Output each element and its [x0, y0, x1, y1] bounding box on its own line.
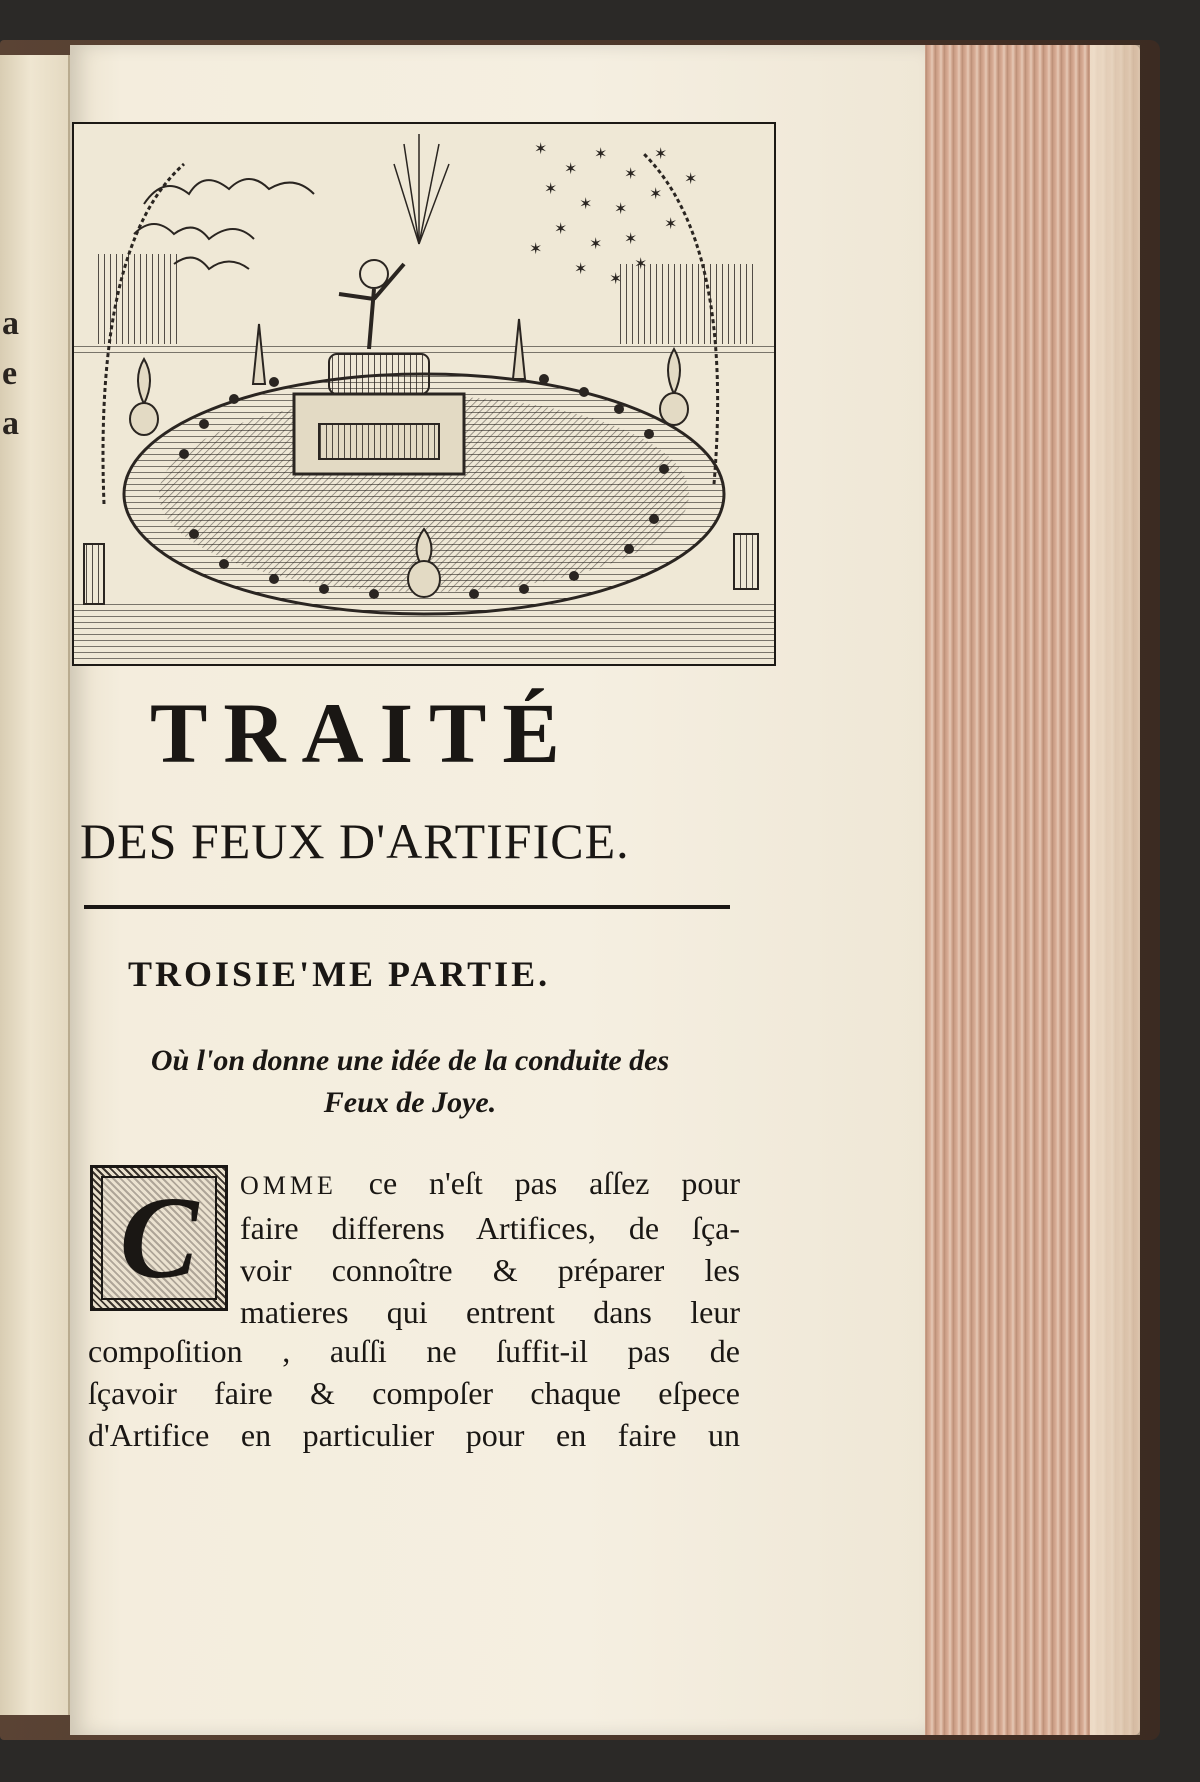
- left-page-glyph: a: [2, 305, 19, 342]
- svg-text:✶: ✶: [684, 169, 698, 188]
- left-page-glyph: e: [2, 355, 18, 392]
- small-caps-word: OMME: [240, 1171, 337, 1200]
- drop-cap-frame: [101, 1172, 217, 1303]
- section-summary: [80, 1040, 740, 1124]
- body-line-text: ce n'eſt pas aſſez pour: [336, 1165, 740, 1201]
- svg-text:✶: ✶: [564, 159, 578, 178]
- svg-text:✶: ✶: [554, 219, 568, 238]
- fireworks-fountain-engraving: [72, 122, 776, 666]
- section-summary-line: Feux de Joye.: [323, 1086, 497, 1119]
- book-subtitle: DES FEUX D'ARTIFICE.: [80, 813, 630, 869]
- svg-text:✶: ✶: [649, 184, 663, 203]
- previous-page-edge: [0, 55, 70, 1715]
- body-line: d'Artifice en particulier pour en faire un: [88, 1417, 740, 1453]
- svg-text:✶: ✶: [614, 199, 628, 218]
- svg-text:✶: ✶: [654, 144, 668, 163]
- horizontal-rule: [84, 905, 730, 909]
- svg-text:✶: ✶: [589, 234, 603, 253]
- drop-cap-letter: C: [119, 1172, 199, 1303]
- body-line: matieres qui entrent dans leur: [240, 1294, 740, 1330]
- body-line: [240, 1162, 740, 1207]
- svg-text:✶: ✶: [634, 254, 648, 273]
- ornamental-drop-cap: [90, 1165, 228, 1311]
- svg-text:✶: ✶: [664, 214, 678, 233]
- body-text-full: [88, 1330, 740, 1456]
- svg-text:✶: ✶: [624, 164, 638, 183]
- body-line: voir connoître & préparer les: [240, 1252, 740, 1288]
- svg-text:✶: ✶: [544, 179, 558, 198]
- book-title: TRAITÉ: [150, 685, 576, 781]
- body-text-indented: [240, 1162, 740, 1333]
- left-page-glyph: a: [2, 405, 19, 442]
- body-line: faire differens Artifices, de ſça-: [240, 1210, 740, 1246]
- svg-text:✶: ✶: [534, 139, 548, 158]
- svg-text:✶: ✶: [529, 239, 543, 258]
- body-line: compoſition , auſſi ne ſuffit-il pas de: [88, 1333, 740, 1369]
- page-stack-edges: [900, 45, 1140, 1735]
- svg-text:✶: ✶: [579, 194, 593, 213]
- body-line: ſçavoir faire & compoſer chaque eſpece: [88, 1375, 740, 1411]
- svg-text:✶: ✶: [574, 259, 588, 278]
- svg-text:✶: ✶: [624, 229, 638, 248]
- part-heading: TROISIE'ME PARTIE.: [128, 954, 551, 994]
- svg-text:✶: ✶: [609, 269, 623, 288]
- section-summary-line: Où l'on donne une idée de la conduite des: [150, 1044, 670, 1077]
- svg-text:✶: ✶: [594, 144, 608, 163]
